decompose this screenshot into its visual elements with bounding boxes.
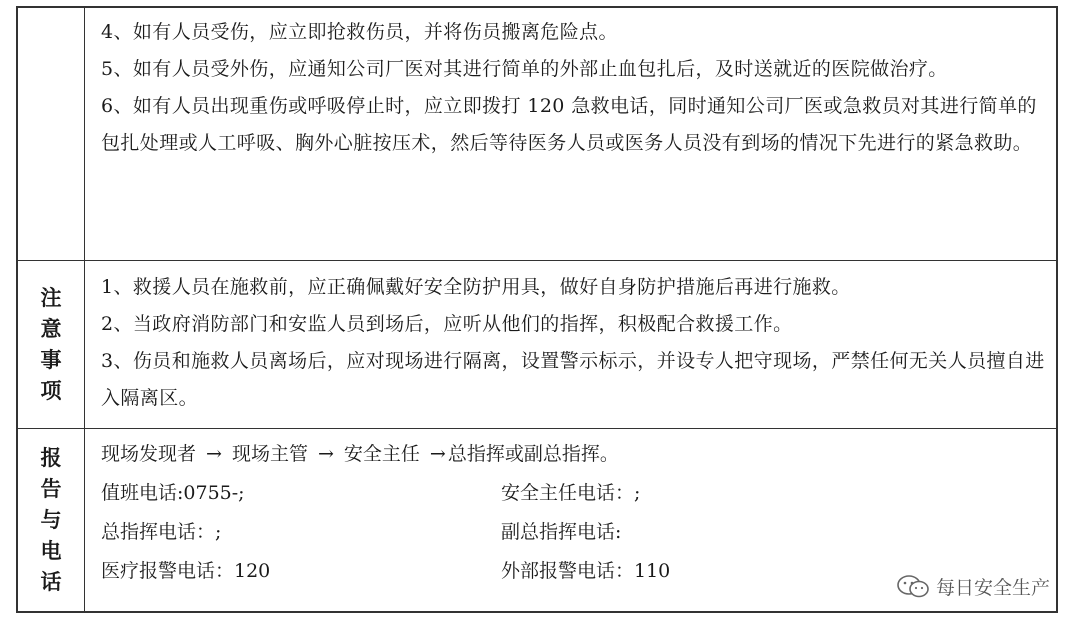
safety-director-phone: 安全主任电话：; (501, 482, 641, 504)
external-alarm-phone: 外部报警电话：110 (501, 560, 671, 582)
row-content-cell (85, 261, 1056, 428)
duty-phone: 值班电话:0755-; (101, 482, 245, 504)
row-content-cell (85, 8, 1056, 260)
flow-step: 安全主任 (343, 443, 420, 465)
list-item: 6、如有人员出现重伤或呼吸停止时，应立即拨打 120 急救电话，同时通知公司厂医或急救员对其进行简单的包扎处理或人工呼吸、胸外心脏按压术，然后等待医务人员或医务人员没有到场的情况下先进行的紧急救助。 (101, 95, 1037, 154)
arrow-icon: → (429, 443, 446, 465)
phone-row (101, 474, 1046, 513)
wechat-icon (896, 574, 930, 600)
medical-phone: 医疗报警电话：120 (101, 560, 271, 582)
report-flow (101, 435, 1046, 474)
list-item: 1、救援人员在施救前，应正确佩戴好安全防护用具，做好自身防护措施后再进行施救。 (101, 276, 851, 298)
row-label: 报告与电话 (40, 445, 62, 594)
row-label-cell (18, 261, 85, 428)
row-label-cell (18, 8, 85, 260)
flow-step: 现场主管 (231, 443, 308, 465)
watermark (896, 573, 1050, 600)
arrow-icon: → (206, 443, 222, 465)
watermark-text: 每日安全生产 (935, 577, 1050, 599)
row-label: 注意事项 (40, 285, 62, 403)
list-item: 3、伤员和施救人员离场后，应对现场进行隔离，设置警示标示，并设专人把守现场，严禁任何无关人员擅自进入隔离区。 (101, 350, 1045, 409)
list-item: 4、如有人员受伤，应立即抢救伤员，并将伤员搬离危险点。 (101, 21, 618, 43)
list-item: 2、当政府消防部门和安监人员到场后，应听从他们的指挥，积极配合救援工作。 (101, 313, 793, 335)
flow-step: 现场发现者 (101, 443, 197, 465)
commander-phone: 总指挥电话：; (101, 521, 222, 543)
flow-step: 总指挥或副总指挥。 (447, 443, 619, 465)
emergency-procedure-table (16, 6, 1058, 613)
table-row (18, 8, 1056, 261)
phone-row (101, 513, 1046, 552)
list-item: 5、如有人员受外伤，应通知公司厂医对其进行简单的外部止血包扎后，及时送就近的医院做治疗。 (101, 58, 948, 80)
arrow-icon: → (317, 443, 334, 465)
deputy-commander-phone: 副总指挥电话: (501, 521, 622, 543)
table-row (18, 261, 1056, 429)
row-label-cell (18, 429, 85, 611)
